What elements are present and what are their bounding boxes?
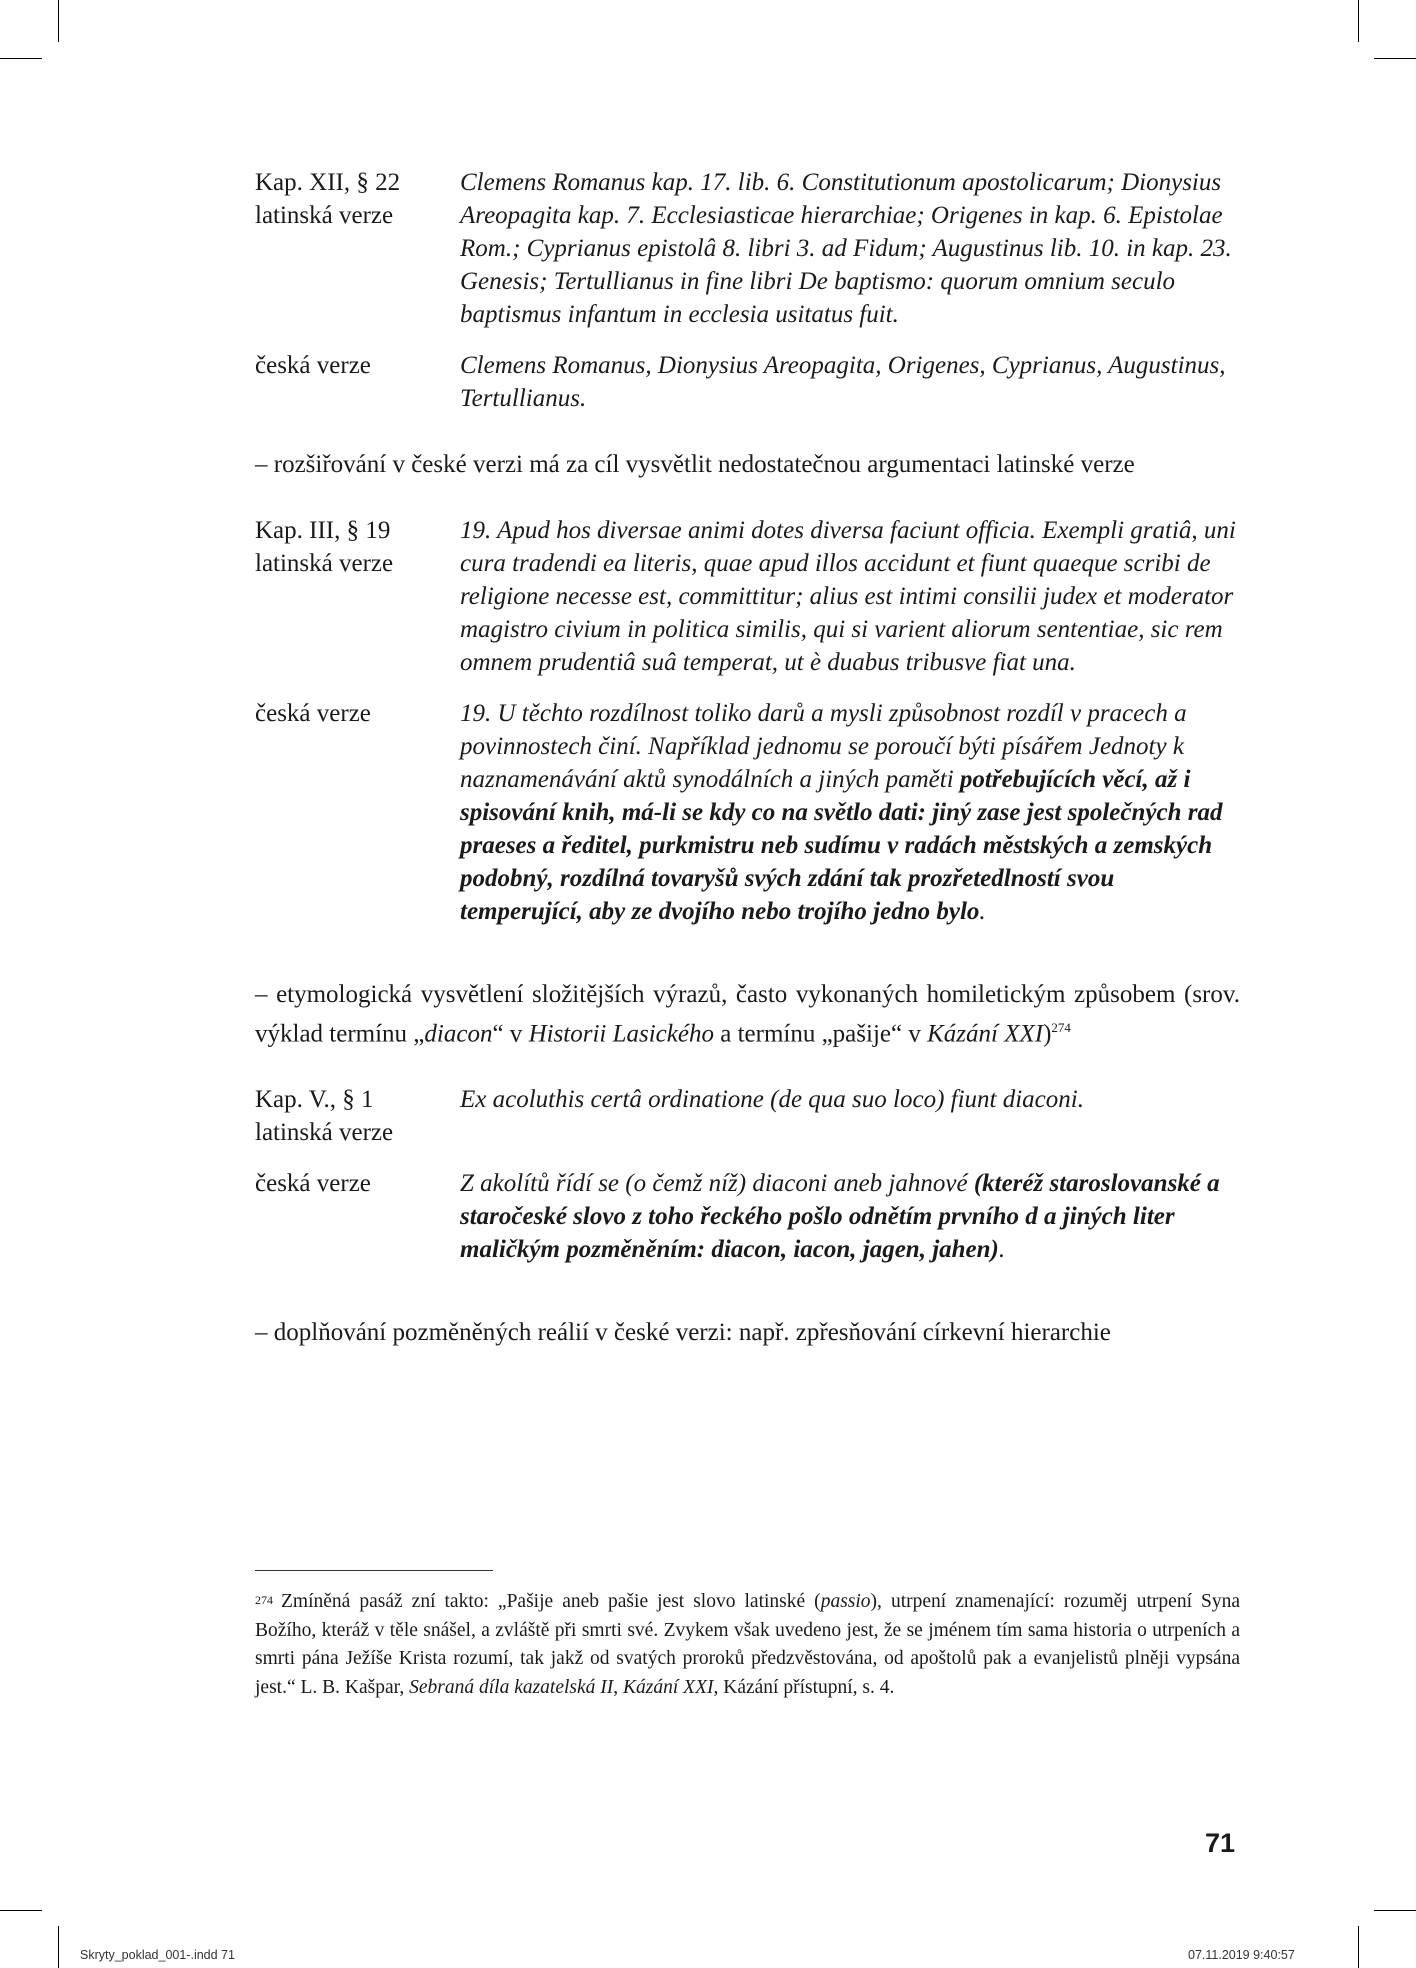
- footnote-title: Kázání XXI: [623, 1676, 714, 1698]
- latin-text: Ex acoluthis certâ ordinatione (de qua suo loco) fiunt diaconi.: [460, 1086, 1084, 1114]
- citation-label: [255, 697, 460, 928]
- crop-mark: [1374, 58, 1416, 59]
- crop-mark: [0, 58, 42, 59]
- page-number: 71: [1205, 1828, 1236, 1858]
- czech-text-emphasis: potřebujících věcí, až i spisování knih, má-li se kdy co na světlo dati: jiný zase jest společných rad praeses a ředitel, purkmistru neb sudímu v radách městských a zemských podobný, rozdílná tovaryšů svých zdání tak prozřetedlností svou temperující, aby ze dvojího nebo trojího jedno bylo: [460, 766, 1223, 925]
- chapter-ref: Kap. III, § 19: [255, 517, 391, 544]
- czech-text-plain: Z akolítů řídí se (o čemž níž) diaconi aneb jahnové: [460, 1170, 974, 1198]
- crop-mark: [1358, 0, 1359, 42]
- czech-text: Clemens Romanus, Dionysius Areopagita, Origenes, Cyprianus, Augustinus, Tertullianus.: [460, 352, 1226, 412]
- citation-latin-kap12: [255, 166, 1240, 331]
- footnote-text: ,: [613, 1676, 624, 1698]
- page-body: [255, 166, 1240, 1382]
- slug-date: 07.11.2019 9:40:57: [1188, 1948, 1295, 1962]
- chapter-ref: Kap. V., § 1: [255, 1086, 374, 1114]
- citation-czech-kap3: [255, 697, 1240, 928]
- czech-text-end: .: [998, 1236, 1006, 1264]
- note-text: “ v: [492, 1020, 529, 1048]
- footnote-number: 274: [255, 1593, 273, 1607]
- note-text: ): [1043, 1020, 1052, 1048]
- footnote-ref: 274: [1051, 1020, 1071, 1035]
- note-title: Kázání XXI: [927, 1020, 1044, 1048]
- note-text: – etymologická vysvětlení složitějších výrazů, často vykonaných homiletickým způsobem (srov. výklad termínu „: [255, 981, 1240, 1048]
- footnote: [255, 1588, 1240, 1702]
- citation-label: [255, 1083, 460, 1149]
- crop-mark: [58, 0, 59, 42]
- latin-text: 19. Apud hos diversae animi dotes diversa faciunt officia. Exempli gratiâ, uni cura tradendi ea literis, quae apud illos accidunt et fiunt quaeque scribi de religione necesse est, committitur; alius est intimi consilii judex et moderator magistro civium in politica similis, qui si varient aliorum sententiae, sic rem omnem prudentiâ suâ temperat, ut è duabus tribusve fiat una.: [460, 517, 1236, 676]
- citation-label: [255, 349, 460, 415]
- crop-mark: [1358, 1926, 1359, 1968]
- version-label: česká verze: [255, 1170, 371, 1198]
- note-text: a termínu „pašije“ v: [713, 1020, 928, 1048]
- crop-mark: [0, 1910, 42, 1911]
- note-term: diacon: [424, 1020, 493, 1048]
- czech-text-emphasis: (kteréž staroslovanské a staročeské slovo z toho řeckého pošlo odnětím prvního d a jiných liter maličkým pozměněním: diacon, iacon, jagen, jahen): [460, 1170, 1220, 1264]
- observation-note: – rozšiřování v české verzi má za cíl vysvětlit nedostatečnou argumentaci latinské verze: [255, 451, 1135, 478]
- citation-label: [255, 514, 460, 679]
- citation-label: [255, 1167, 460, 1266]
- version-label: česká verze: [255, 352, 371, 379]
- czech-text-plain: 19. U těchto rozdílnost toliko darů a mysli způsobnost rozdíl v pracech a povinnostech činí. Například jednomu se poroučí býti písářem Jednoty k naznamenávání aktů synodálních a jiných paměti: [460, 700, 1187, 793]
- citation-czech-kap5: [255, 1167, 1240, 1266]
- version-label: česká verze: [255, 700, 371, 727]
- footnote-text: , Kázání přístupní, s. 4.: [713, 1676, 895, 1698]
- crop-mark: [1374, 1910, 1416, 1911]
- note-title: Historii Lasického: [528, 1020, 714, 1048]
- crop-mark: [58, 1926, 59, 1968]
- citation-latin-kap3: [255, 514, 1240, 679]
- footnote-text: Zmíněná pasáž zní takto: „Pašije aneb pašie jest slovo latinské (: [281, 1591, 821, 1612]
- footnote-text: ), utrpení znamenající: rozuměj utrpení Syna Božího, kteráž v těle snášel, a zvláště při smrti své. Zvykem však uvedeno jest, že se jménem tím sama historia o utrpeních a smrti pána Ježíše Krista rozumí, tak jakž od svatých proroků předzvěstována, od apoštolů pak a evanjelistů plněji vypsána jest.“ L. B. Kašpar,: [255, 1591, 1241, 1698]
- czech-text: [460, 1167, 1240, 1266]
- slug-file: Skryty_poklad_001-.indd 71: [80, 1948, 235, 1962]
- citation-czech-kap12: [255, 349, 1240, 415]
- version-label: latinská verze: [255, 1119, 394, 1147]
- observation-note: – doplňování pozměněných reálií v české verzi: např. zpřesňování církevní hierarchie: [255, 1319, 1111, 1347]
- version-label: latinská verze: [255, 550, 394, 577]
- chapter-ref: Kap. XII, § 22: [255, 169, 401, 196]
- czech-text: [460, 697, 1240, 928]
- citation-latin-kap5: [255, 1083, 1240, 1149]
- citation-label: [255, 166, 460, 331]
- footnote-term: passio: [820, 1591, 871, 1612]
- latin-text: Clemens Romanus kap. 17. lib. 6. Constitutionum apostolicarum; Dionysius Areopagita kap. 7. Ecclesiasticae hierarchiae; Origenes in kap. 6. Epistolae Rom.; Cyprianus epistolâ 8. libri 3. ad Fidum; Augustinus lib. 10. in kap. 23. Genesis; Tertullianus in fine libri De baptismo: quorum omnium seculo baptismus infantum in ecclesia usitatus fuit.: [460, 169, 1232, 328]
- footnote-title: Sebraná díla kazatelská II: [409, 1676, 614, 1698]
- czech-text-end: .: [979, 898, 986, 925]
- version-label: latinská verze: [255, 202, 394, 229]
- footnote-divider: [255, 1570, 493, 1571]
- observation-note: [255, 978, 1240, 1050]
